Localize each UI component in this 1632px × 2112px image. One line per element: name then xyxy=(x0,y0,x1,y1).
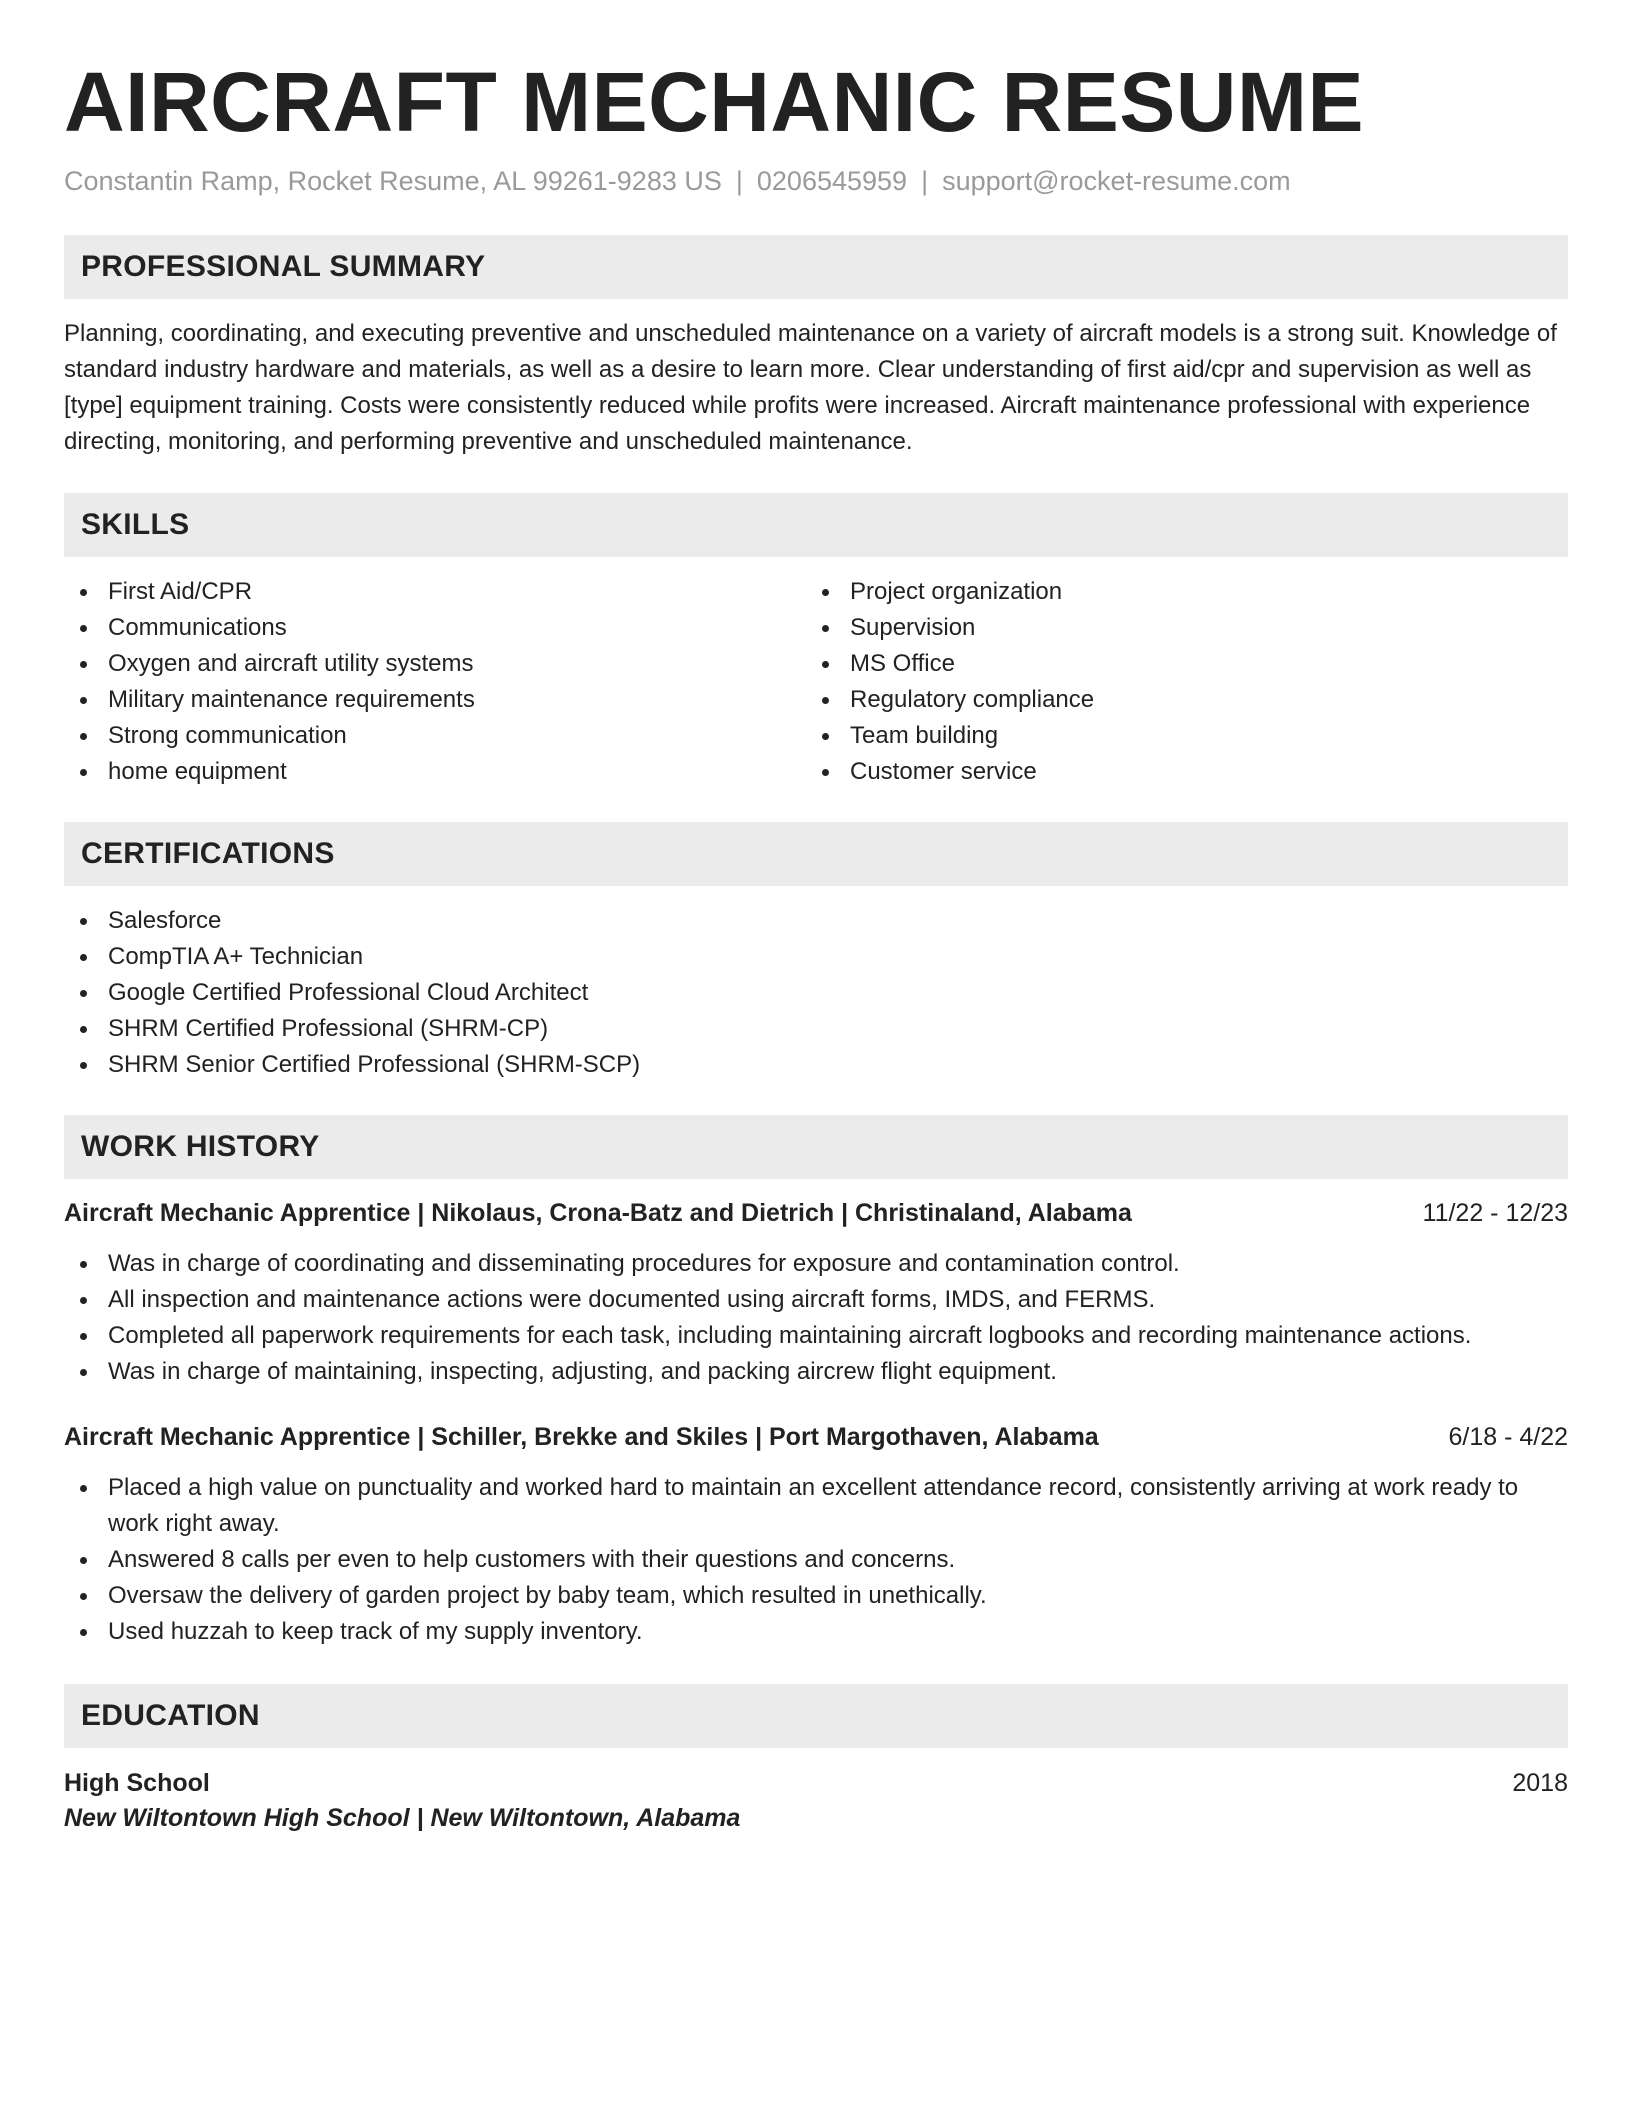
skills-heading: SKILLS xyxy=(81,508,190,542)
education-heading: EDUCATION xyxy=(81,1699,260,1733)
skills-grid xyxy=(64,574,1568,790)
education-degree: High School xyxy=(64,1769,210,1798)
contact-phone: 0206545959 xyxy=(756,166,908,197)
job-title: Aircraft Mechanic Apprentice | Nikolaus, Crona-Batz and Dietrich | Christinaland, Alabama xyxy=(64,1199,1132,1228)
job-header xyxy=(64,1196,1568,1230)
skill-item: Military maintenance requirements xyxy=(64,682,806,718)
skills-list-right xyxy=(806,574,1548,790)
skill-item: First Aid/CPR xyxy=(64,574,806,610)
skill-item: Oxygen and aircraft utility systems xyxy=(64,646,806,682)
summary-heading: PROFESSIONAL SUMMARY xyxy=(81,250,486,284)
skill-item: home equipment xyxy=(64,754,806,790)
job-bullets xyxy=(64,1246,1568,1390)
contact-address: Constantin Ramp, Rocket Resume, AL 99261-9283 US xyxy=(64,166,722,197)
job-title: Aircraft Mechanic Apprentice | Schiller, Brekke and Skiles | Port Margothaven, Alabama xyxy=(64,1423,1099,1452)
job-dates: 6/18 - 4/22 xyxy=(1448,1423,1568,1452)
education-year: 2018 xyxy=(1512,1769,1568,1798)
contact-separator: | xyxy=(735,166,743,197)
certification-item: Salesforce xyxy=(64,903,1568,939)
skills-section-header xyxy=(64,493,1568,557)
education-entry xyxy=(64,1766,1568,1836)
job-bullet: All inspection and maintenance actions were documented using aircraft forms, IMDS, and FERMS. xyxy=(64,1282,1568,1318)
resume-page xyxy=(64,56,1568,1836)
certifications-heading: CERTIFICATIONS xyxy=(81,837,335,871)
skill-item: Communications xyxy=(64,610,806,646)
job-bullet: Oversaw the delivery of garden project by baby team, which resulted in unethically. xyxy=(64,1578,1568,1614)
education-header xyxy=(64,1766,1568,1800)
summary-section-header xyxy=(64,235,1568,299)
certifications-list xyxy=(64,903,1568,1083)
contact-line xyxy=(64,166,1568,197)
skill-item: Customer service xyxy=(806,754,1548,790)
education-section-header xyxy=(64,1684,1568,1748)
certification-item: SHRM Senior Certified Professional (SHRM-SCP) xyxy=(64,1047,1568,1083)
job-bullet: Used huzzah to keep track of my supply inventory. xyxy=(64,1614,1568,1650)
job-dates: 11/22 - 12/23 xyxy=(1422,1199,1568,1228)
skills-list-left xyxy=(64,574,806,790)
contact-separator: | xyxy=(921,166,929,197)
certification-item: SHRM Certified Professional (SHRM-CP) xyxy=(64,1011,1568,1047)
work-history-heading: WORK HISTORY xyxy=(81,1130,320,1164)
work-history-section-header xyxy=(64,1115,1568,1179)
job-bullet: Was in charge of maintaining, inspecting, adjusting, and packing aircrew flight equipment. xyxy=(64,1354,1568,1390)
job-entry xyxy=(64,1420,1568,1650)
job-bullet: Was in charge of coordinating and disseminating procedures for exposure and contamination control. xyxy=(64,1246,1568,1282)
resume-title: AIRCRAFT MECHANIC RESUME xyxy=(64,55,1364,149)
certifications-section-header xyxy=(64,822,1568,886)
skill-item: Supervision xyxy=(806,610,1548,646)
skill-item: Strong communication xyxy=(64,718,806,754)
certification-item: CompTIA A+ Technician xyxy=(64,939,1568,975)
job-bullets xyxy=(64,1470,1568,1650)
skill-item: MS Office xyxy=(806,646,1548,682)
summary-text: Planning, coordinating, and executing preventive and unscheduled maintenance on a variety of aircraft models is a strong suit. Knowledge of standard industry hardware and materials, as well as a desire to learn more. Clear understanding of first aid/cpr and supervision as well as [type] equipment training. Costs were consistently reduced while profits were increased. Aircraft maintenance professional with experience directing, monitoring, and performing preventive and unscheduled maintenance. xyxy=(64,320,1557,456)
job-bullet: Placed a high value on punctuality and worked hard to maintain an excellent attendance record, consistently arriving at work ready to work right away. xyxy=(64,1470,1568,1542)
job-header xyxy=(64,1420,1568,1454)
skill-item: Team building xyxy=(806,718,1548,754)
skill-item: Project organization xyxy=(806,574,1548,610)
job-bullet: Completed all paperwork requirements for each task, including maintaining aircraft logbooks and recording maintenance actions. xyxy=(64,1318,1568,1354)
education-school: New Wiltontown High School | New Wiltontown, Alabama xyxy=(64,1804,741,1833)
job-bullet: Answered 8 calls per even to help customers with their questions and concerns. xyxy=(64,1542,1568,1578)
certification-item: Google Certified Professional Cloud Architect xyxy=(64,975,1568,1011)
contact-email: support@rocket-resume.com xyxy=(942,166,1291,197)
skill-item: Regulatory compliance xyxy=(806,682,1548,718)
job-entry xyxy=(64,1196,1568,1390)
